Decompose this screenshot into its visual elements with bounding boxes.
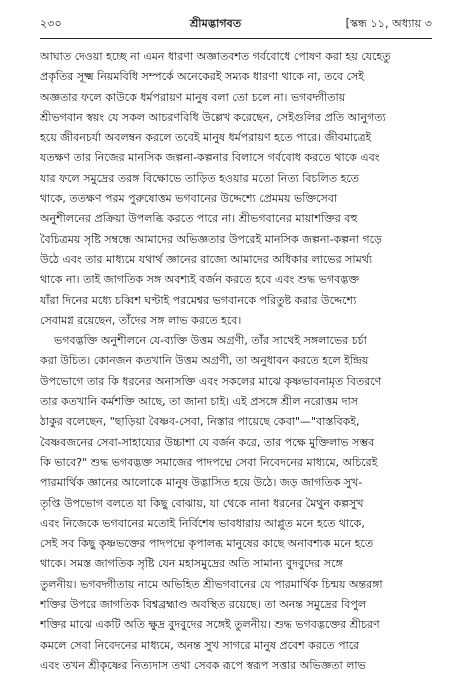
text-line: ঠাকুর বলেছেন, "ছাড়িয়া বৈষ্ণব-সেবা, নিস্তার পায়েছে কেবা"—"বাস্তবিকই, [40, 415, 360, 429]
text-line: আঘাত দেওয়া হচ্ছে না এমন ধারণা অজ্ঞাতবশত গর্ববোধে পোষণ করা হয় যেহেতু [40, 50, 391, 63]
section-reference: [স্কন্ধ ১১, অধ্যায় ৩ [345, 17, 432, 30]
text-line: শ্রীভগবান স্বয়ং যে সকল আচরণবিধি উল্লেখ করেছেন, সেইগুলির প্রতি আনুগত্য [40, 110, 386, 124]
text-line: করা উচিত। কোনজন কতখানি উত্তম অগ্রণী, তা অনুধাবন করতে হলে ইন্দ্রিয় [40, 354, 369, 368]
text-line: বৈচিত্রময় সৃষ্টি সম্বন্ধে আমাদের অভিজ্ঞতার উপরেই মানসিক জল্পনা-কল্পনা গড়ে [40, 232, 382, 246]
text-line: হয়ে জীবনচর্যা অবলম্বন করলে তবেই মানুষ ধর্মপরায়ণ হতে পারে। জীবমাত্রেই [40, 131, 372, 145]
text-line: যার ফলে সমুদ্রের তরঙ্গ বিক্ষোভে তাড়িত হওয়ার মতো নিত্য বিচলিত হতে [40, 171, 360, 185]
text-line: এবং তখন শ্রীকৃষ্ণের নিত্যদাস তথা সেবক রূপে স্বরূপ সত্তার অভিজ্ঞতা লাভ [40, 658, 366, 672]
text-line: থাকে না। তাই জাগতিক সঙ্গ অবশ্যই বর্জন করতে হবে এবং শুদ্ধ ভগবদ্ভক্ত [40, 273, 360, 287]
text-line: শক্তির মাঝে একটি অতি ক্ষুদ্র বুদবুদের সঙ্গেই তুলনীয়। শুদ্ধ ভগবদ্ভক্তের শ্রীচরণ [40, 618, 380, 632]
text-line: শক্তির উপরে জাগতিক বিশ্বব্রহ্মাণ্ড অবস্থিত রয়েছে। তা অনন্ত সমুদ্রের বিপুল [40, 598, 367, 612]
text-line: তার কতখানি কর্মশক্তি আছে, তা জানা চাই। এই প্রসঙ্গে শ্রীল নরোত্তম দাস [40, 395, 358, 409]
text-line: থাকে, ততক্ষণ পরম পুরুষোত্তম ভগবানের উদ্দেশ্যে প্রেমময় ভক্তিসেবা [40, 192, 338, 206]
text-line: প্রকৃতির সূক্ষ্ম নিয়মবিধি সম্পর্কে অনেকেরই সম্যক ধারণা থাকে না, তবে সেই [40, 70, 364, 84]
book-page [40, 14, 432, 674]
header-rule [40, 38, 432, 39]
text-line: যতক্ষণ তার নিজের মানসিক জল্পনা-কল্পনার বিলাসে গর্ববোধ করতে থাকে এবং [40, 151, 380, 165]
text-line: যাঁরা দিনের মধ্যে চব্বিশ ঘণ্টাই পরমেশ্বর ভগবানকে পরিতুষ্ট করার উদ্দেশ্যে [40, 293, 357, 307]
running-header [40, 14, 432, 34]
text-line: বৈষ্ণবজনের সেবা-সাহায্যের উচ্চাশা যে বর্জন করে, তার পক্ষে মুক্তিলাভ সম্ভব [40, 435, 375, 449]
text-line: থাকে। সমস্ত জাগতিক সৃষ্টি যেন মহাসমুদ্রের অতি সামান্য বুদবুদের সঙ্গে [40, 557, 343, 571]
text-line: সেই সব কিছু কৃষ্ণভক্তের পাদপদ্মে কৃপালব্ধ মানুষের কাছে অনাবশ্যক মনে হতে [40, 537, 374, 551]
text-line: অজ্ঞতার ফলে কাউকে ধর্মপরায়ণ মানুষ বলা তো চলে না। ভগবদ্গীতায় [40, 90, 346, 104]
paragraph-start-line: ভগবদ্ভক্তি অনুশীলনে যে-ব্যক্তি উত্তম অগ্রণী, তাঁর সাথেই সঙ্গলাভের চর্চা [54, 334, 367, 348]
text-line: তুলনীয়। ভগবদ্গীতায় নামে অভিহিত শ্রীভগবানের যে পারমার্থিক চিন্ময় অন্তরঙ্গা [40, 577, 383, 591]
text-line: কমলে সেবা নিবেদনের মাধ্যমে, অনন্ত সুখ সাগরে মানুষ প্রবেশ করতে পারে [40, 638, 360, 652]
body-text [40, 47, 432, 676]
text-line: তৃপ্তি উপভোগ বলতে যা কিছু বোঝায়, যা থেকে নানা ধরনের মৈথুন কল্পসুখ [40, 496, 364, 510]
book-title: শ্রীমদ্ভাগবত [190, 17, 242, 30]
text-line: উঠে এবং তার মাধ্যমে যথার্থ জ্ঞানের রাজ্যে আমাদের অধিকার লাভের সামর্থ্য [40, 252, 373, 266]
text-line: সেবামগ্ন রয়েছেন, তাঁদের সঙ্গ লাভ করতে হবে। [40, 313, 242, 327]
text-line: পারমার্থিক জ্ঞানের আলোকে মানুষ উদ্ভাসিত হয়ে উঠে। জড় জাগতিক সুখ- [40, 476, 363, 490]
text-line: কি ভাবে?" শুদ্ধ ভগবদ্ভক্ত সমাজের পাদপদ্মে সেবা নিবেদনের মাধ্যমে, অচিরেই [40, 455, 378, 469]
page-number: ২৩০ [40, 17, 62, 30]
text-line: উপভোগে তার কি ধরনের অনাসক্তি এবং সকলের মাঝে কৃষ্ণভাবনামৃত বিতরণে [40, 374, 382, 388]
text-line: অনুশীলনের প্রক্রিয়া উপলব্ধি করতে পারে না। শ্রীভগবানের মায়াশক্তির বহু [40, 212, 358, 226]
text-line: এবং নিজেকে ভগবানের মতোই নির্বিশেষ ভাবধারায় আপ্লুত মনে হতে থাকে, [40, 516, 365, 530]
